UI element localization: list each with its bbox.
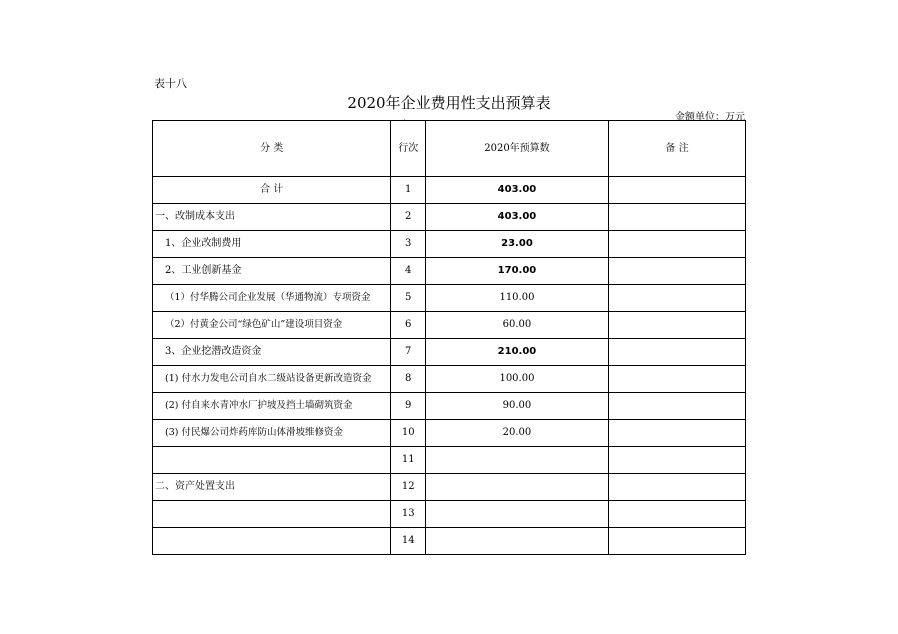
row-amount: 60.00	[425, 312, 608, 339]
row-note	[608, 447, 745, 474]
row-category: 1、企业改制费用	[153, 231, 391, 258]
row-no: 10	[391, 420, 426, 447]
row-no: 5	[391, 285, 426, 312]
row-note	[608, 258, 745, 285]
table-row	[153, 420, 746, 447]
budget-table	[152, 120, 746, 555]
row-category: （1）付华腾公司企业发展（华通物流）专项资金	[153, 285, 391, 312]
row-category	[153, 528, 391, 555]
row-note	[608, 231, 745, 258]
row-note	[608, 177, 745, 204]
row-category: 二、资产处置支出	[153, 474, 391, 501]
row-amount: 110.00	[425, 285, 608, 312]
row-amount	[425, 447, 608, 474]
row-amount: 170.00	[425, 258, 608, 285]
row-category: （2）付黄金公司“绿色矿山”建设项目资金	[153, 312, 391, 339]
row-no: 9	[391, 393, 426, 420]
row-no: 14	[391, 528, 426, 555]
row-category: 2、工业创新基金	[153, 258, 391, 285]
table-row	[153, 366, 746, 393]
table-row	[153, 528, 746, 555]
row-amount: 90.00	[425, 393, 608, 420]
row-amount	[425, 528, 608, 555]
row-amount	[425, 501, 608, 528]
row-amount: 403.00	[425, 177, 608, 204]
row-category: 3、企业挖潜改造资金	[153, 339, 391, 366]
table-header-row	[153, 121, 746, 177]
table-row	[153, 204, 746, 231]
row-note	[608, 366, 745, 393]
row-no: 1	[391, 177, 426, 204]
row-note	[608, 393, 745, 420]
table-row	[153, 231, 746, 258]
row-no: 11	[391, 447, 426, 474]
row-no: 6	[391, 312, 426, 339]
row-category: (1) 付水力发电公司自水二级站设备更新改造资金	[153, 366, 391, 393]
row-amount: 23.00	[425, 231, 608, 258]
row-note	[608, 501, 745, 528]
page-title: 2020年企业费用性支出预算表	[347, 94, 551, 112]
row-amount	[425, 474, 608, 501]
row-no: 12	[391, 474, 426, 501]
table-row	[153, 312, 746, 339]
row-note	[608, 312, 745, 339]
row-category	[153, 447, 391, 474]
row-note	[608, 339, 745, 366]
table-row	[153, 339, 746, 366]
row-no: 2	[391, 204, 426, 231]
row-no: 8	[391, 366, 426, 393]
header-note: 备 注	[608, 121, 745, 177]
table-row	[153, 177, 746, 204]
unit-label: 金额单位：万元	[675, 112, 745, 123]
row-amount: 20.00	[425, 420, 608, 447]
row-no: 3	[391, 231, 426, 258]
row-category: 一、改制成本支出	[153, 204, 391, 231]
row-note	[608, 204, 745, 231]
table-row	[153, 393, 746, 420]
table-row	[153, 474, 746, 501]
row-category: (2) 付自来水青冲水厂护坡及挡土墙砌筑资金	[153, 393, 391, 420]
row-amount: 100.00	[425, 366, 608, 393]
row-note	[608, 474, 745, 501]
header-amount: 2020年预算数	[425, 121, 608, 177]
row-no: 4	[391, 258, 426, 285]
row-note	[608, 528, 745, 555]
row-note	[608, 420, 745, 447]
row-category: (3) 付民爆公司炸药库防山体滑坡维修资金	[153, 420, 391, 447]
table-number: 表十八	[154, 77, 187, 90]
row-no: 7	[391, 339, 426, 366]
row-amount: 403.00	[425, 204, 608, 231]
header-category: 分 类	[153, 121, 391, 177]
table-row	[153, 258, 746, 285]
header-row-no: 行次	[391, 121, 426, 177]
row-amount: 210.00	[425, 339, 608, 366]
dot-mark: ·	[403, 116, 406, 125]
table-row	[153, 285, 746, 312]
row-category: 合 计	[153, 177, 391, 204]
row-no: 13	[391, 501, 426, 528]
table-row	[153, 447, 746, 474]
row-category	[153, 501, 391, 528]
row-note	[608, 285, 745, 312]
table-row	[153, 501, 746, 528]
